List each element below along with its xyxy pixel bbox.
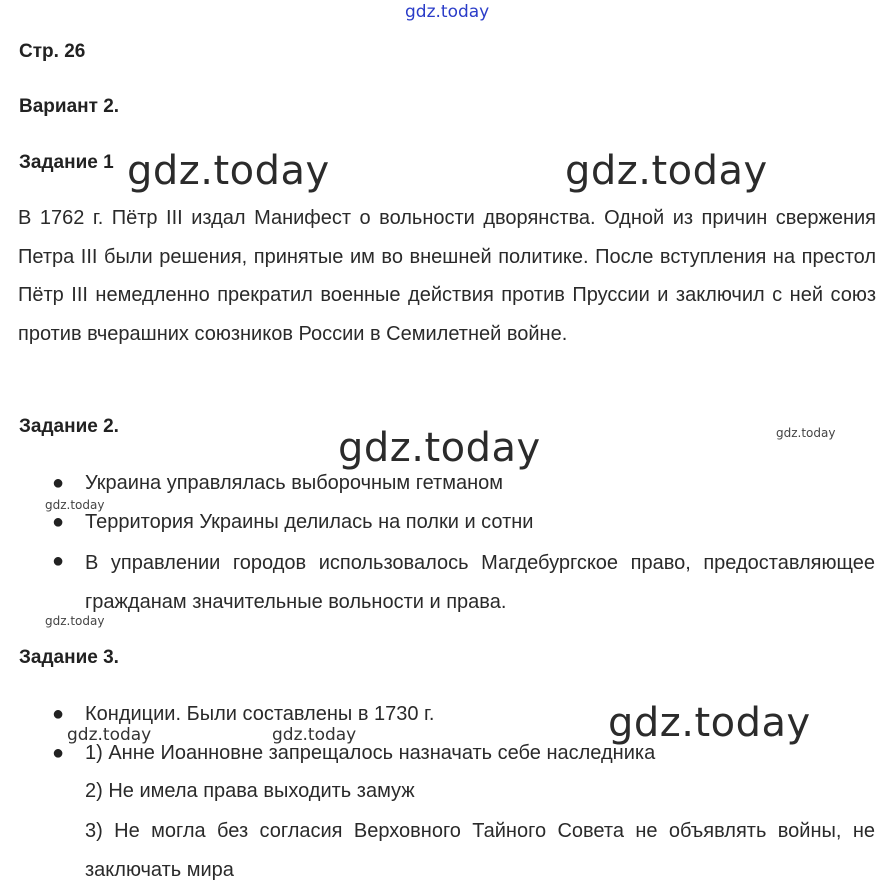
page-number: Стр. 26 xyxy=(19,41,86,62)
task-2-item: Территория Украины делилась на полки и сотни xyxy=(85,511,534,533)
task-2-item: В управлении городов использовалось Магдебургское право, предоставляющее гражданам значительные вольности и права. xyxy=(85,552,875,613)
watermark-large: gdz.today xyxy=(608,700,811,746)
bullet-icon: ● xyxy=(52,472,65,494)
bullet-icon: ● xyxy=(52,511,65,533)
task-3-item: 1) Анне Иоанновне запрещалось назначать себе наследника xyxy=(85,742,656,764)
bullet-icon: ● xyxy=(52,550,65,572)
watermark-large: gdz.today xyxy=(338,425,541,471)
watermark-large: gdz.today xyxy=(127,148,330,194)
watermark-medium: gdz.today xyxy=(272,725,357,745)
task-1-text: В 1762 г. Пётр III издал Манифест о вольности дворянства. Одной из причин свержения Петра III были решения, принятые им во внешней политике. После вступления на престол Пётр III немедленно прекратил военные действия против Пруссии и заключил с ней союз против вчерашних союзников России в Семилетней войне. xyxy=(18,207,876,345)
watermark-small: gdz.today xyxy=(45,614,105,628)
bullet-icon: ● xyxy=(52,742,65,764)
task-3-subitem: 3) Не могла без согласия Верховного Тайного Совета не объявлять войны, не заключать мира xyxy=(85,820,875,881)
bullet-icon: ● xyxy=(52,703,65,725)
task-3-subitem: 2) Не имела права выходить замуж xyxy=(85,780,415,802)
watermark-large: gdz.today xyxy=(565,148,768,194)
watermark-small: gdz.today xyxy=(45,498,105,512)
task-3-item: Кондиции. Были составлены в 1730 г. xyxy=(85,703,435,725)
task-3-heading: Задание 3. xyxy=(19,647,119,668)
task-1-heading: Задание 1 xyxy=(19,152,114,173)
task-2-heading: Задание 2. xyxy=(19,416,119,437)
watermark-small: gdz.today xyxy=(776,426,836,440)
variant-heading: Вариант 2. xyxy=(19,96,120,117)
watermark-medium: gdz.today xyxy=(67,725,152,745)
watermark-top: gdz.today xyxy=(405,2,490,22)
task-2-item: Украина управлялась выборочным гетманом xyxy=(85,472,504,494)
